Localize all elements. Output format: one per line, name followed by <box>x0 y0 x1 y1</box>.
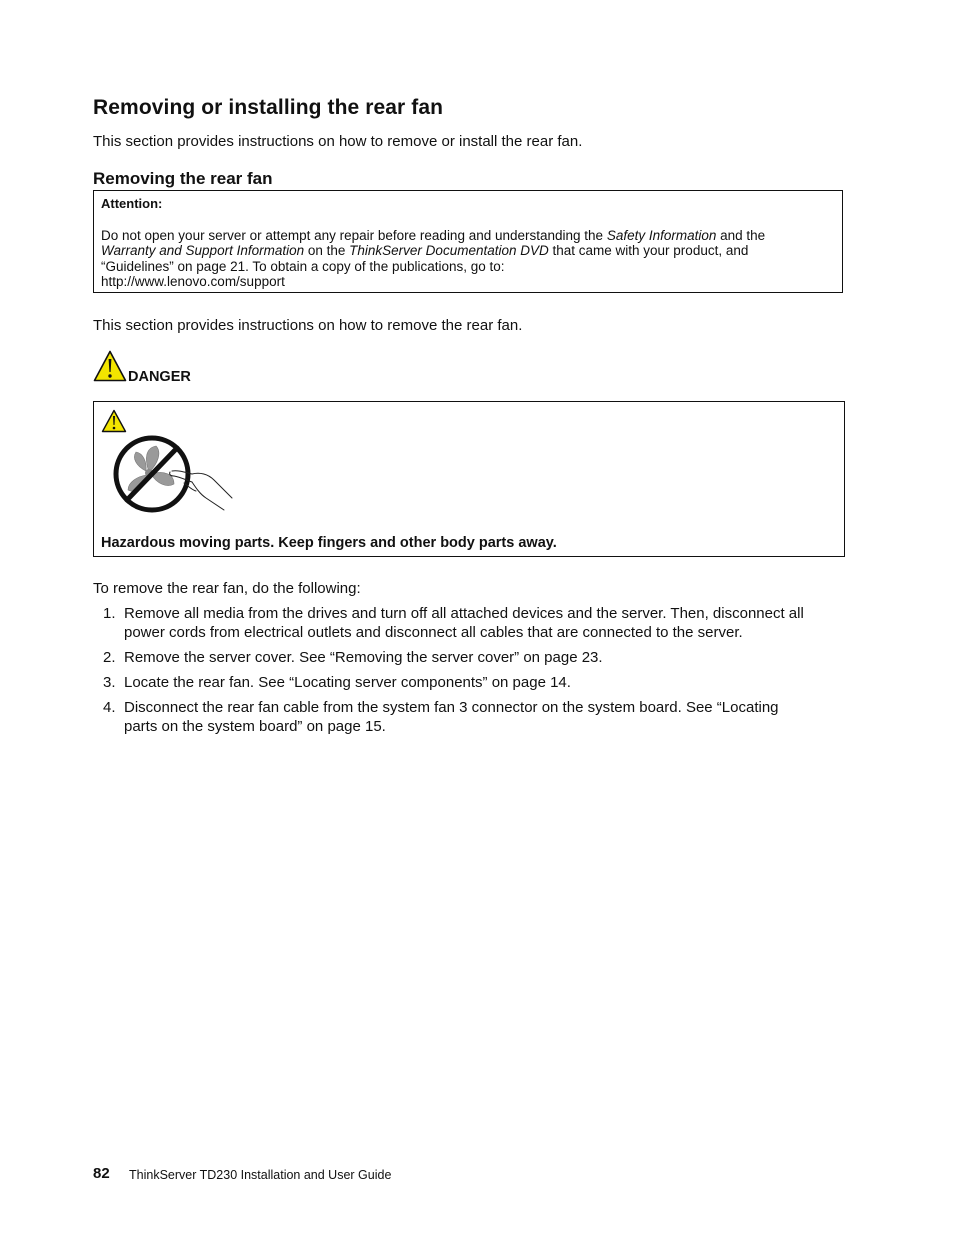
warning-triangle-icon <box>93 350 127 382</box>
step-number: 2. <box>103 649 116 666</box>
section-subheading: Removing the rear fan <box>93 169 273 188</box>
danger-notice <box>93 401 845 557</box>
attention-text: Do not open your server or attempt any repair before reading and understanding the <box>101 227 607 243</box>
danger-label: DANGER <box>128 369 191 385</box>
step-text: power cords from electrical outlets and disconnect all cables that are connected to the server. <box>124 624 743 641</box>
step-number: 4. <box>103 699 116 716</box>
attention-title: Attention: <box>101 196 163 211</box>
support-link[interactable]: http://www.lenovo.com/support <box>101 274 285 289</box>
step-number: 1. <box>103 605 116 622</box>
step-text: Locate the rear fan. See “Locating server components” on page 14. <box>124 674 571 691</box>
remove-intro-paragraph: This section provides instructions on how to remove the rear fan. <box>93 317 523 334</box>
hazard-warning-text: Hazardous moving parts. Keep fingers and other body parts away. <box>101 535 557 551</box>
attention-text: and the <box>716 227 766 243</box>
page-number: 82 <box>93 1165 110 1182</box>
attention-text: that came with your product, and <box>548 243 749 258</box>
safety-information-title: Safety Information <box>606 227 717 243</box>
step-number: 3. <box>103 674 116 691</box>
list-item <box>93 698 845 736</box>
removal-steps-list <box>93 604 845 742</box>
moving-fan-prohibited-icon <box>112 428 242 518</box>
list-item <box>93 648 845 667</box>
list-item <box>93 604 845 642</box>
warranty-information-title: Warranty and Support Information <box>101 243 305 258</box>
attention-line-3: “Guidelines” on page 21. To obtain a copy of the publications, go to: <box>101 258 505 274</box>
attention-notice <box>93 190 843 293</box>
list-item <box>93 673 845 692</box>
attention-line-2 <box>101 243 835 259</box>
step-text: Remove all media from the drives and turn off all attached devices and the server. Then, disconnect all <box>124 605 804 622</box>
guide-title: ThinkServer TD230 Installation and User Guide <box>129 1168 392 1182</box>
step-text: parts on the system board” on page 15. <box>124 718 386 735</box>
intro-paragraph: This section provides instructions on how to remove or install the rear fan. <box>93 133 583 150</box>
page-heading: Removing or installing the rear fan <box>93 96 444 119</box>
documentation-dvd-title: ThinkServer Documentation DVD <box>349 243 549 258</box>
steps-intro-paragraph: To remove the rear fan, do the following: <box>93 580 361 597</box>
step-text: Remove the server cover. See “Removing the server cover” on page 23. <box>124 649 603 666</box>
step-text: Disconnect the rear fan cable from the system fan 3 connector on the system board. See “Locating <box>124 699 779 716</box>
attention-line-1 <box>101 228 835 244</box>
attention-text: on the <box>304 243 350 258</box>
